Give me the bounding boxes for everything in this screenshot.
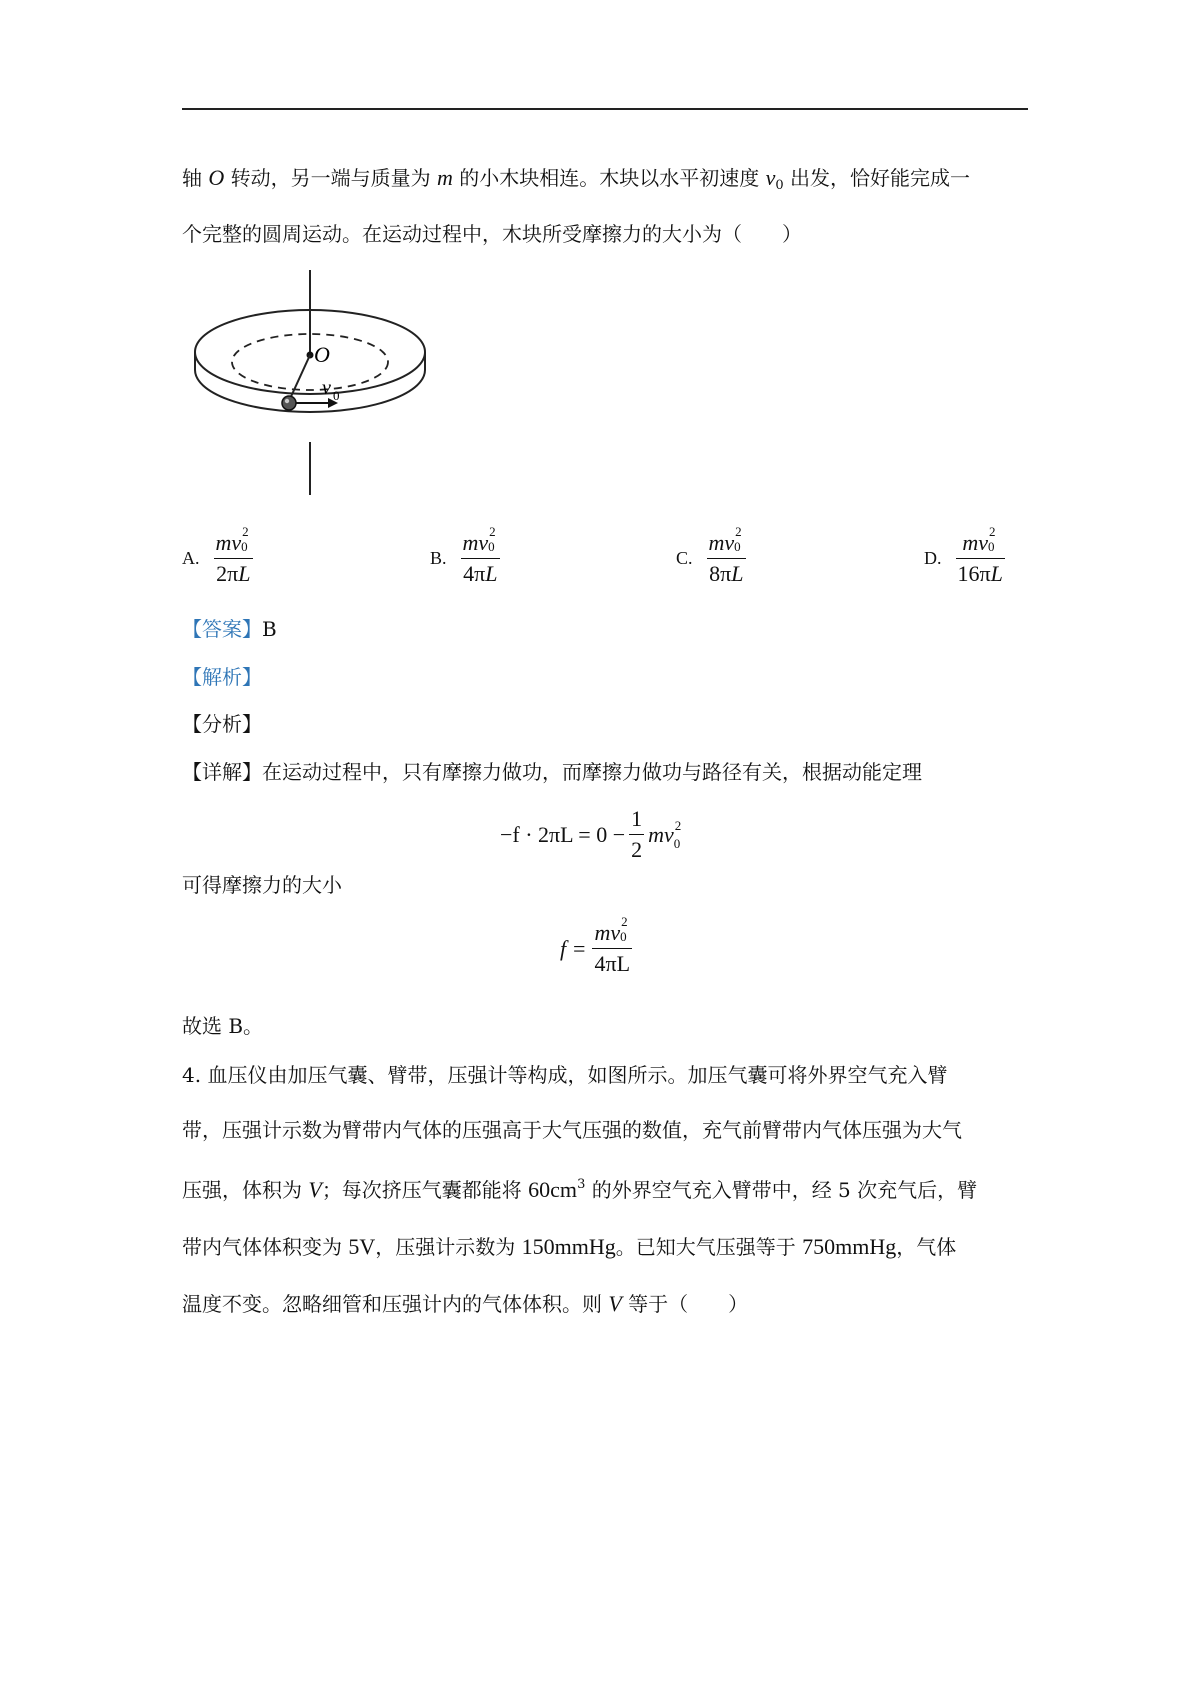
- option-a[interactable]: A. mv 2 0 2πL: [182, 528, 253, 589]
- header-rule: [182, 108, 1028, 110]
- equation-work-energy: −f · 2πL = 0 − $\frac{1}{2}$ mv 2 0: [500, 804, 686, 865]
- option-c[interactable]: C. mv 2 0 8πL: [676, 528, 746, 589]
- q3-line-1: 轴 O 转动，另一端与质量为 m 的小木块相连。木块以水平初速度 $v_0$ 出发，恰好能完成一: [182, 165, 970, 193]
- option-d[interactable]: D. mv 2 0 16πL: [924, 528, 1005, 589]
- option-b[interactable]: B. mv 2 0 4πL: [430, 528, 500, 589]
- detail-text: 在运动过程中，只有摩擦力做功，而摩擦力做功与路径有关，根据动能定理: [262, 760, 922, 784]
- q4-line-1: 4. 血压仪由加压气囊、臂带，压强计等构成，如图所示。加压气囊可将外界空气充入臂: [182, 1063, 948, 1087]
- label-v-sub: 0: [333, 388, 340, 403]
- detail-tag: 【详解】: [182, 760, 262, 784]
- q3-line-2: 个完整的圆周运动。在运动过程中，木块所受摩擦力的大小为（ ）: [182, 222, 802, 246]
- analysis-tag: 【解析】: [182, 665, 262, 689]
- answer-tag: 【答案】: [182, 617, 262, 641]
- friction-text: 可得摩擦力的大小: [182, 873, 342, 897]
- q4-line-4: 带内气体体积变为 5V，压强计示数为 150mmHg。已知大气压强等于 750mmHg，气体: [182, 1234, 957, 1259]
- answer-line: [182, 617, 277, 641]
- q4-line-5: 温度不变。忽略细管和压强计内的气体体积。则 V 等于（ ）: [182, 1291, 749, 1316]
- label-v: v: [322, 377, 331, 399]
- wood-block: [282, 396, 296, 410]
- q4-line-3: 压强，体积为 V；每次挤压气囊都能将 $60cm^3$ 的外界空气充入臂带中，经 5 次充气后，臂: [182, 1177, 978, 1202]
- equation-friction: f = mv 2 0 4πL: [560, 918, 632, 979]
- conclusion: 故选 B。: [182, 1014, 264, 1038]
- turntable-diagram: [182, 270, 442, 500]
- q4-line-2: 带，压强计示数为臂带内气体的压强高于大气压强的数值，充气前臂带内气体压强为大气: [182, 1118, 962, 1142]
- fenxi-tag: 【分析】: [182, 712, 262, 736]
- detail-line: [182, 760, 922, 784]
- label-o: O: [314, 342, 330, 367]
- answer-value: B: [262, 617, 277, 641]
